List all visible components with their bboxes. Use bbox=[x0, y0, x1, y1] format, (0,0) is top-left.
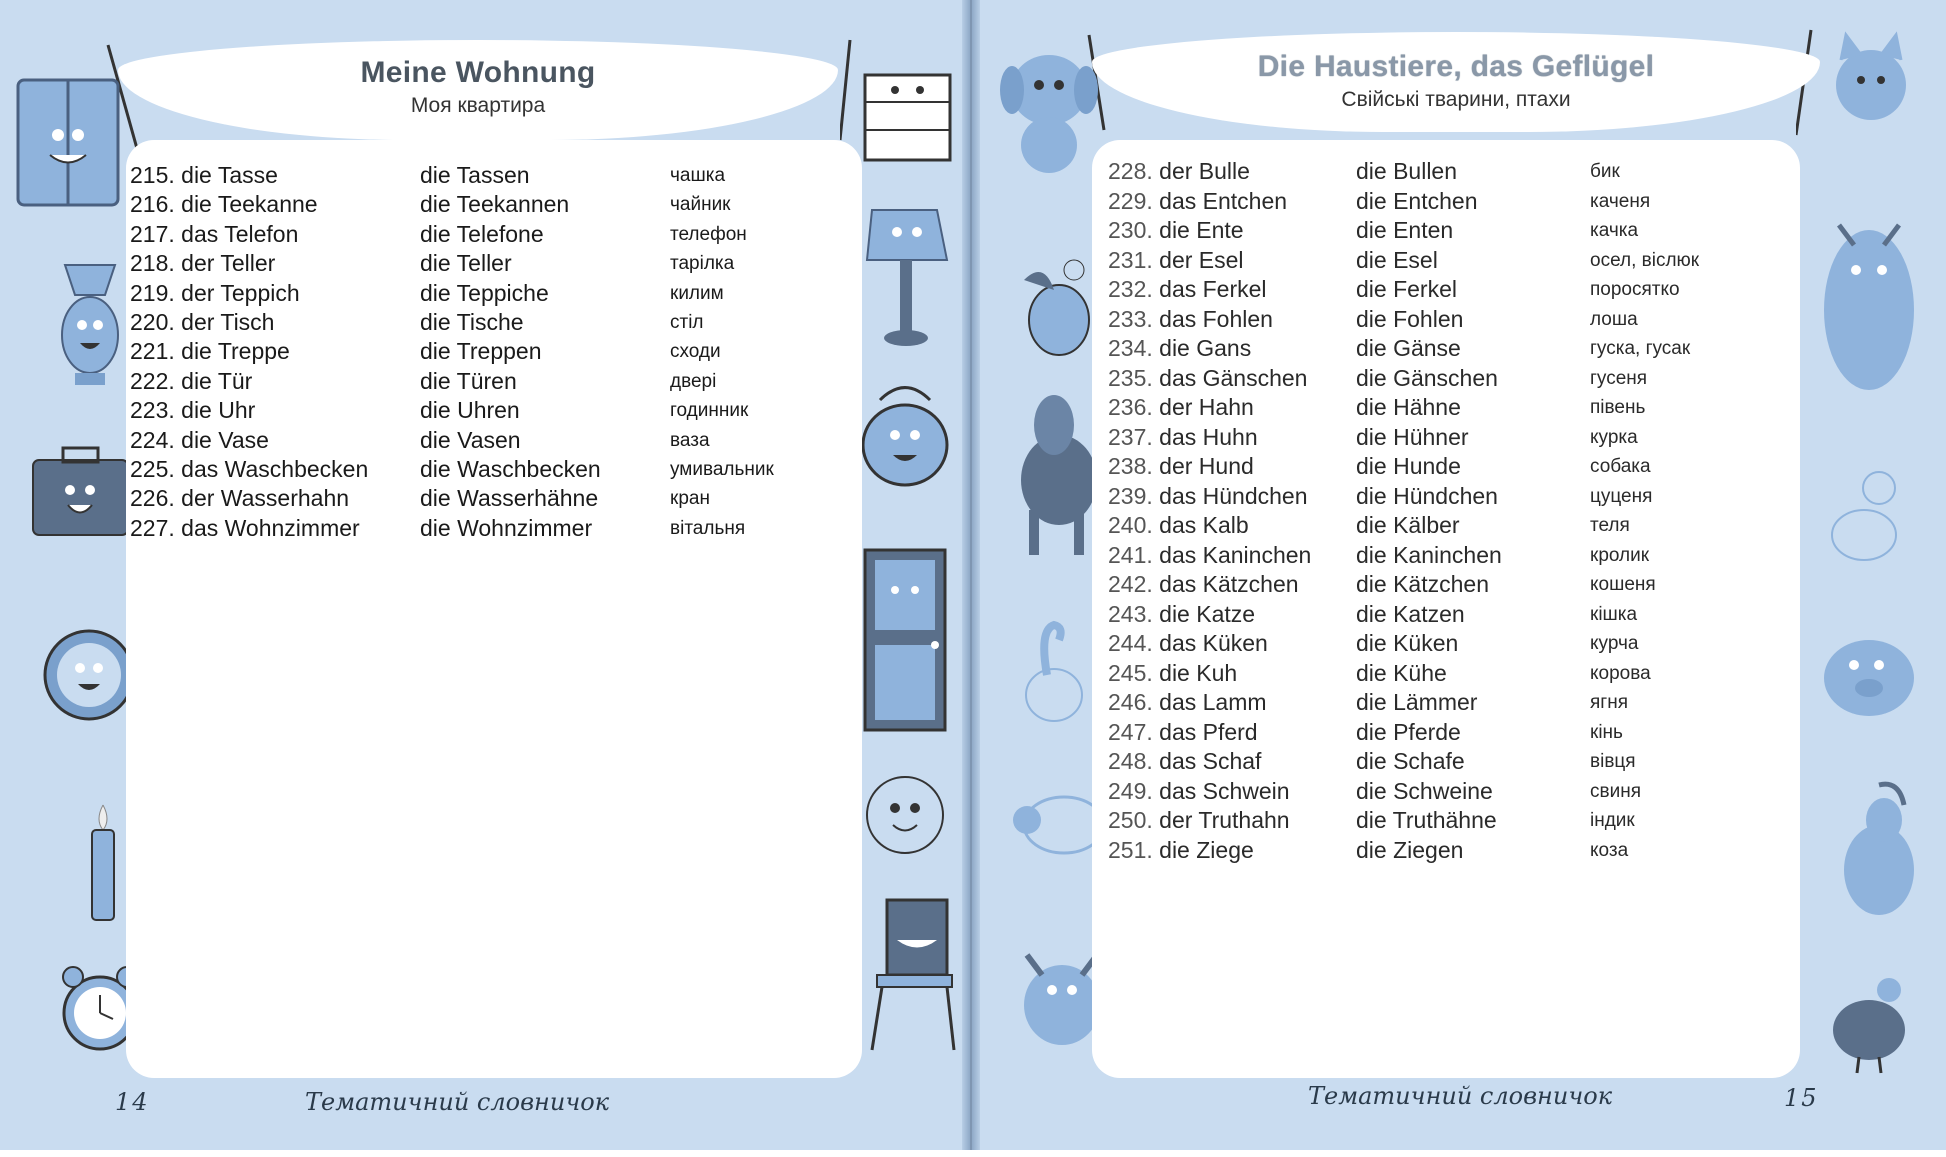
page-subtitle: Свійські тварини, птахи bbox=[1341, 88, 1571, 111]
entry-plural: die Teppiche bbox=[420, 279, 549, 306]
entry-number: 247. bbox=[1108, 718, 1153, 745]
page-title: Meine Wohnung bbox=[360, 56, 596, 89]
entry-translation: кішка bbox=[1590, 603, 1638, 625]
entry-number: 231. bbox=[1108, 246, 1153, 273]
entry-singular bbox=[130, 191, 318, 218]
entry-translation: кошеня bbox=[1590, 574, 1656, 595]
entry-translation: чашка bbox=[670, 165, 726, 186]
table-lamp-icon bbox=[862, 200, 952, 350]
entry-singular bbox=[1108, 660, 1237, 687]
singular-word: die Ziege bbox=[1159, 836, 1254, 863]
entry-number: 215. bbox=[130, 162, 175, 188]
entry-plural: die Bullen bbox=[1356, 158, 1458, 184]
singular-word: die Katze bbox=[1159, 600, 1256, 627]
singular-word: das Hündchen bbox=[1159, 482, 1308, 509]
entry-translation: каченя bbox=[1590, 190, 1651, 212]
entry-singular bbox=[130, 309, 274, 336]
entry-translation: індик bbox=[1590, 810, 1635, 831]
page-title: Die Haustiere, das Geflügel bbox=[1257, 50, 1655, 83]
entry-plural: die Hündchen bbox=[1356, 482, 1498, 509]
entry-translation: півень bbox=[1590, 397, 1646, 418]
entry-translation: умивальник bbox=[670, 459, 774, 480]
entry-singular bbox=[1108, 365, 1307, 392]
entry-translation: стіл bbox=[670, 312, 704, 333]
entry-number: 241. bbox=[1108, 541, 1153, 568]
entry-number: 225. bbox=[130, 456, 175, 482]
singular-word: das Huhn bbox=[1159, 423, 1258, 450]
entry-number: 230. bbox=[1108, 217, 1153, 243]
entry-plural: die Truthähne bbox=[1356, 807, 1497, 833]
entry-singular bbox=[1108, 158, 1250, 185]
entry-plural: die Ferkel bbox=[1356, 276, 1457, 302]
singular-word: das Küken bbox=[1159, 630, 1268, 656]
entry-translation: двері bbox=[670, 370, 717, 392]
entry-plural: die Teller bbox=[420, 250, 512, 277]
turkey-icon bbox=[1819, 965, 1919, 1075]
entry-plural: die Lämmer bbox=[1356, 689, 1478, 715]
chair-icon bbox=[862, 890, 962, 1060]
entry-number: 243. bbox=[1108, 600, 1153, 627]
entry-singular bbox=[1108, 630, 1268, 657]
entry-number: 239. bbox=[1108, 482, 1153, 509]
singular-word: der Truthahn bbox=[1159, 807, 1290, 833]
entry-singular bbox=[1108, 394, 1254, 421]
entry-singular bbox=[1108, 778, 1290, 805]
singular-word: die Uhr bbox=[181, 397, 256, 424]
entry-translation: килим bbox=[670, 282, 724, 304]
singular-word: der Bulle bbox=[1159, 158, 1250, 184]
right-page bbox=[974, 0, 1946, 1157]
entry-translation: качка bbox=[1590, 220, 1639, 241]
entry-plural: die Ziegen bbox=[1356, 836, 1464, 863]
singular-word: das Pferd bbox=[1159, 718, 1258, 745]
singular-word: das Ferkel bbox=[1159, 276, 1267, 302]
entry-singular bbox=[130, 162, 278, 189]
entry-translation: курча bbox=[1590, 633, 1639, 654]
entry-singular bbox=[1108, 335, 1251, 362]
left-page bbox=[0, 0, 968, 1157]
entry-number: 220. bbox=[130, 309, 175, 335]
singular-word: der Teller bbox=[181, 250, 276, 277]
singular-word: das Schwein bbox=[1159, 777, 1290, 804]
entry-number: 250. bbox=[1108, 807, 1153, 833]
singular-word: die Tür bbox=[181, 367, 253, 394]
entry-singular bbox=[130, 427, 269, 454]
entry-translation: корова bbox=[1590, 662, 1651, 684]
singular-word: das Kätzchen bbox=[1159, 571, 1299, 597]
goat-icon bbox=[1824, 775, 1924, 935]
entry-singular bbox=[1108, 542, 1311, 569]
plate-face-icon bbox=[860, 770, 950, 860]
entry-translation: вівця bbox=[1590, 751, 1636, 772]
singular-word: der Hund bbox=[1159, 453, 1254, 479]
page-number: 15 bbox=[1784, 1084, 1819, 1112]
entry-singular bbox=[130, 338, 290, 365]
entry-singular bbox=[1108, 306, 1273, 333]
entry-singular bbox=[130, 368, 252, 395]
entry-singular bbox=[1108, 276, 1267, 303]
entry-translation: гуска, гусак bbox=[1590, 338, 1691, 359]
entry-plural: die Küken bbox=[1356, 630, 1459, 656]
entry-plural: die Kaninchen bbox=[1356, 541, 1502, 568]
footer bbox=[1308, 1082, 1819, 1112]
entry-singular bbox=[1108, 748, 1261, 775]
singular-word: das Kaninchen bbox=[1159, 541, 1312, 568]
entry-number: 219. bbox=[130, 279, 175, 306]
entry-plural: die Hunde bbox=[1356, 453, 1461, 479]
singular-word: der Wasserhahn bbox=[181, 485, 350, 512]
singular-word: das Entchen bbox=[1159, 187, 1288, 214]
entry-translation: кінь bbox=[1590, 721, 1623, 743]
footer bbox=[115, 1088, 610, 1116]
entry-translation: бик bbox=[1590, 161, 1620, 182]
cow-icon bbox=[1814, 210, 1924, 410]
entry-translation: теля bbox=[1590, 515, 1630, 536]
entry-number: 221. bbox=[130, 338, 175, 365]
singular-word: das Telefon bbox=[181, 220, 299, 247]
entry-singular bbox=[1108, 837, 1254, 864]
page-number: 14 bbox=[115, 1088, 150, 1116]
entry-number: 218. bbox=[130, 250, 175, 277]
entry-plural: die Schafe bbox=[1356, 748, 1465, 774]
suitcase-icon bbox=[28, 445, 133, 545]
singular-word: die Vase bbox=[181, 426, 269, 453]
singular-word: der Teppich bbox=[181, 279, 300, 306]
entry-number: 245. bbox=[1108, 659, 1153, 686]
entry-plural: die Enten bbox=[1356, 217, 1454, 243]
entry-singular bbox=[1108, 247, 1244, 274]
entry-plural: die Fohlen bbox=[1356, 305, 1464, 332]
entry-singular bbox=[130, 221, 298, 248]
entry-translation: цуценя bbox=[1590, 485, 1653, 507]
entry-number: 224. bbox=[130, 426, 175, 453]
entry-number: 242. bbox=[1108, 571, 1153, 597]
entry-translation: вітальня bbox=[670, 517, 746, 539]
entry-plural: die Entchen bbox=[1356, 187, 1478, 214]
entry-number: 226. bbox=[130, 485, 175, 512]
pig-icon bbox=[1814, 620, 1924, 730]
entry-plural: die Telefone bbox=[420, 220, 544, 247]
entry-translation: поросятко bbox=[1590, 279, 1680, 300]
rooster-icon bbox=[1014, 250, 1104, 370]
entry-number: 228. bbox=[1108, 158, 1153, 184]
singular-word: die Kuh bbox=[1159, 659, 1238, 686]
footer-title: Тематичний словничок bbox=[305, 1088, 610, 1116]
entry-number: 232. bbox=[1108, 276, 1153, 302]
entry-plural: die Kälber bbox=[1356, 512, 1460, 538]
entry-plural: die Hähne bbox=[1356, 394, 1461, 420]
entry-singular bbox=[1108, 512, 1249, 539]
entry-plural: die Gänse bbox=[1356, 335, 1461, 361]
singular-word: das Gänschen bbox=[1159, 364, 1308, 391]
entry-plural: die Schweine bbox=[1356, 777, 1493, 804]
entry-number: 223. bbox=[130, 397, 175, 424]
entry-singular bbox=[1108, 807, 1290, 834]
plate-icon bbox=[42, 620, 137, 740]
entry-singular bbox=[1108, 483, 1308, 510]
singular-word: der Esel bbox=[1159, 246, 1244, 273]
singular-word: das Lamm bbox=[1159, 689, 1267, 715]
teapot-icon bbox=[855, 375, 960, 495]
entry-translation: телефон bbox=[670, 223, 747, 245]
footer-title: Тематичний словничок bbox=[1308, 1082, 1613, 1110]
entry-translation: свиня bbox=[1590, 780, 1641, 802]
book-gutter bbox=[962, 0, 980, 1157]
singular-word: die Tasse bbox=[181, 162, 278, 188]
entry-plural: die Teekannen bbox=[420, 191, 570, 218]
entry-plural: die Treppen bbox=[420, 338, 542, 365]
singular-word: das Fohlen bbox=[1159, 305, 1273, 332]
entry-plural: die Türen bbox=[420, 367, 517, 394]
entry-plural: die Vasen bbox=[420, 426, 521, 453]
entry-number: 236. bbox=[1108, 394, 1153, 420]
entry-translation: кран bbox=[670, 488, 710, 510]
entry-singular bbox=[130, 397, 255, 424]
entry-translation: ягня bbox=[1590, 692, 1628, 713]
entry-number: 233. bbox=[1108, 305, 1153, 332]
entry-number: 237. bbox=[1108, 423, 1153, 450]
entry-singular bbox=[130, 456, 368, 483]
entry-plural: die Pferde bbox=[1356, 718, 1461, 745]
entry-number: 235. bbox=[1108, 364, 1153, 391]
entry-singular bbox=[130, 250, 275, 277]
entry-translation: осел, віслюк bbox=[1590, 249, 1700, 271]
entry-translation: кролик bbox=[1590, 544, 1650, 566]
entry-plural: die Wasserhähne bbox=[420, 485, 599, 512]
entry-plural: die Kätzchen bbox=[1356, 571, 1489, 597]
entry-plural: die Tassen bbox=[420, 162, 530, 188]
entry-number: 246. bbox=[1108, 689, 1153, 715]
entry-singular bbox=[130, 485, 349, 512]
entry-plural: die Katzen bbox=[1356, 600, 1465, 627]
entry-translation: годинник bbox=[670, 400, 749, 422]
page-subtitle: Моя квартира bbox=[410, 94, 546, 117]
entry-singular bbox=[1108, 217, 1244, 244]
entry-number: 222. bbox=[130, 367, 175, 394]
entry-singular bbox=[130, 280, 300, 307]
singular-word: die Gans bbox=[1159, 335, 1252, 361]
entry-number: 244. bbox=[1108, 630, 1153, 656]
chest-of-drawers-icon bbox=[840, 30, 960, 170]
entry-number: 216. bbox=[130, 191, 175, 218]
entry-translation: сходи bbox=[670, 341, 721, 363]
entry-number: 217. bbox=[130, 220, 175, 247]
singular-word: die Ente bbox=[1159, 217, 1244, 243]
entry-translation: гусеня bbox=[1590, 367, 1648, 389]
entry-singular bbox=[1108, 601, 1255, 628]
entry-singular bbox=[1108, 453, 1254, 480]
entry-plural: die Wohnzimmer bbox=[420, 514, 593, 541]
entry-number: 240. bbox=[1108, 512, 1153, 538]
lamp-icon bbox=[50, 255, 130, 405]
entry-singular bbox=[130, 515, 360, 542]
entry-plural: die Uhren bbox=[420, 397, 520, 424]
entry-plural: die Kühe bbox=[1356, 659, 1447, 686]
singular-word: das Schaf bbox=[1159, 748, 1262, 774]
singular-word: der Tisch bbox=[181, 309, 275, 335]
entry-number: 227. bbox=[130, 514, 175, 541]
entry-translation: собака bbox=[1590, 456, 1651, 477]
entry-number: 251. bbox=[1108, 836, 1153, 863]
title-banner bbox=[118, 40, 838, 140]
entry-singular bbox=[1108, 188, 1287, 215]
singular-word: die Teekanne bbox=[181, 191, 318, 218]
entry-translation: коза bbox=[1590, 839, 1629, 861]
entry-plural: die Hühner bbox=[1356, 423, 1469, 450]
entry-number: 248. bbox=[1108, 748, 1153, 774]
entry-translation: курка bbox=[1590, 426, 1638, 448]
goose-icon bbox=[1019, 615, 1089, 725]
page-bottom-edge bbox=[0, 1150, 1946, 1157]
entry-number: 229. bbox=[1108, 187, 1153, 214]
entry-plural: die Gänschen bbox=[1356, 364, 1498, 391]
door-icon bbox=[860, 545, 950, 735]
entry-number: 238. bbox=[1108, 453, 1153, 479]
singular-word: das Wohnzimmer bbox=[181, 514, 360, 541]
entry-number: 234. bbox=[1108, 335, 1153, 361]
entry-plural: die Waschbecken bbox=[420, 456, 601, 482]
entry-singular bbox=[1108, 689, 1267, 716]
entry-translation: чайник bbox=[670, 194, 731, 216]
singular-word: der Hahn bbox=[1159, 394, 1254, 420]
entry-plural: die Tische bbox=[420, 309, 524, 335]
donkey-icon bbox=[1014, 390, 1104, 560]
entry-translation: лоша bbox=[1590, 308, 1638, 330]
title-banner bbox=[1092, 32, 1820, 132]
duck-icon bbox=[1819, 460, 1909, 570]
entry-singular bbox=[1108, 571, 1299, 598]
entry-plural: die Esel bbox=[1356, 246, 1438, 273]
entry-singular bbox=[1108, 424, 1258, 451]
singular-word: das Kalb bbox=[1159, 512, 1249, 538]
singular-word: das Waschbecken bbox=[181, 456, 369, 482]
entry-number: 249. bbox=[1108, 777, 1153, 804]
entry-singular bbox=[1108, 719, 1258, 746]
candle-icon bbox=[78, 800, 128, 930]
singular-word: die Treppe bbox=[181, 338, 290, 365]
entry-translation: ваза bbox=[670, 429, 710, 451]
entry-translation: тарілка bbox=[670, 253, 735, 275]
